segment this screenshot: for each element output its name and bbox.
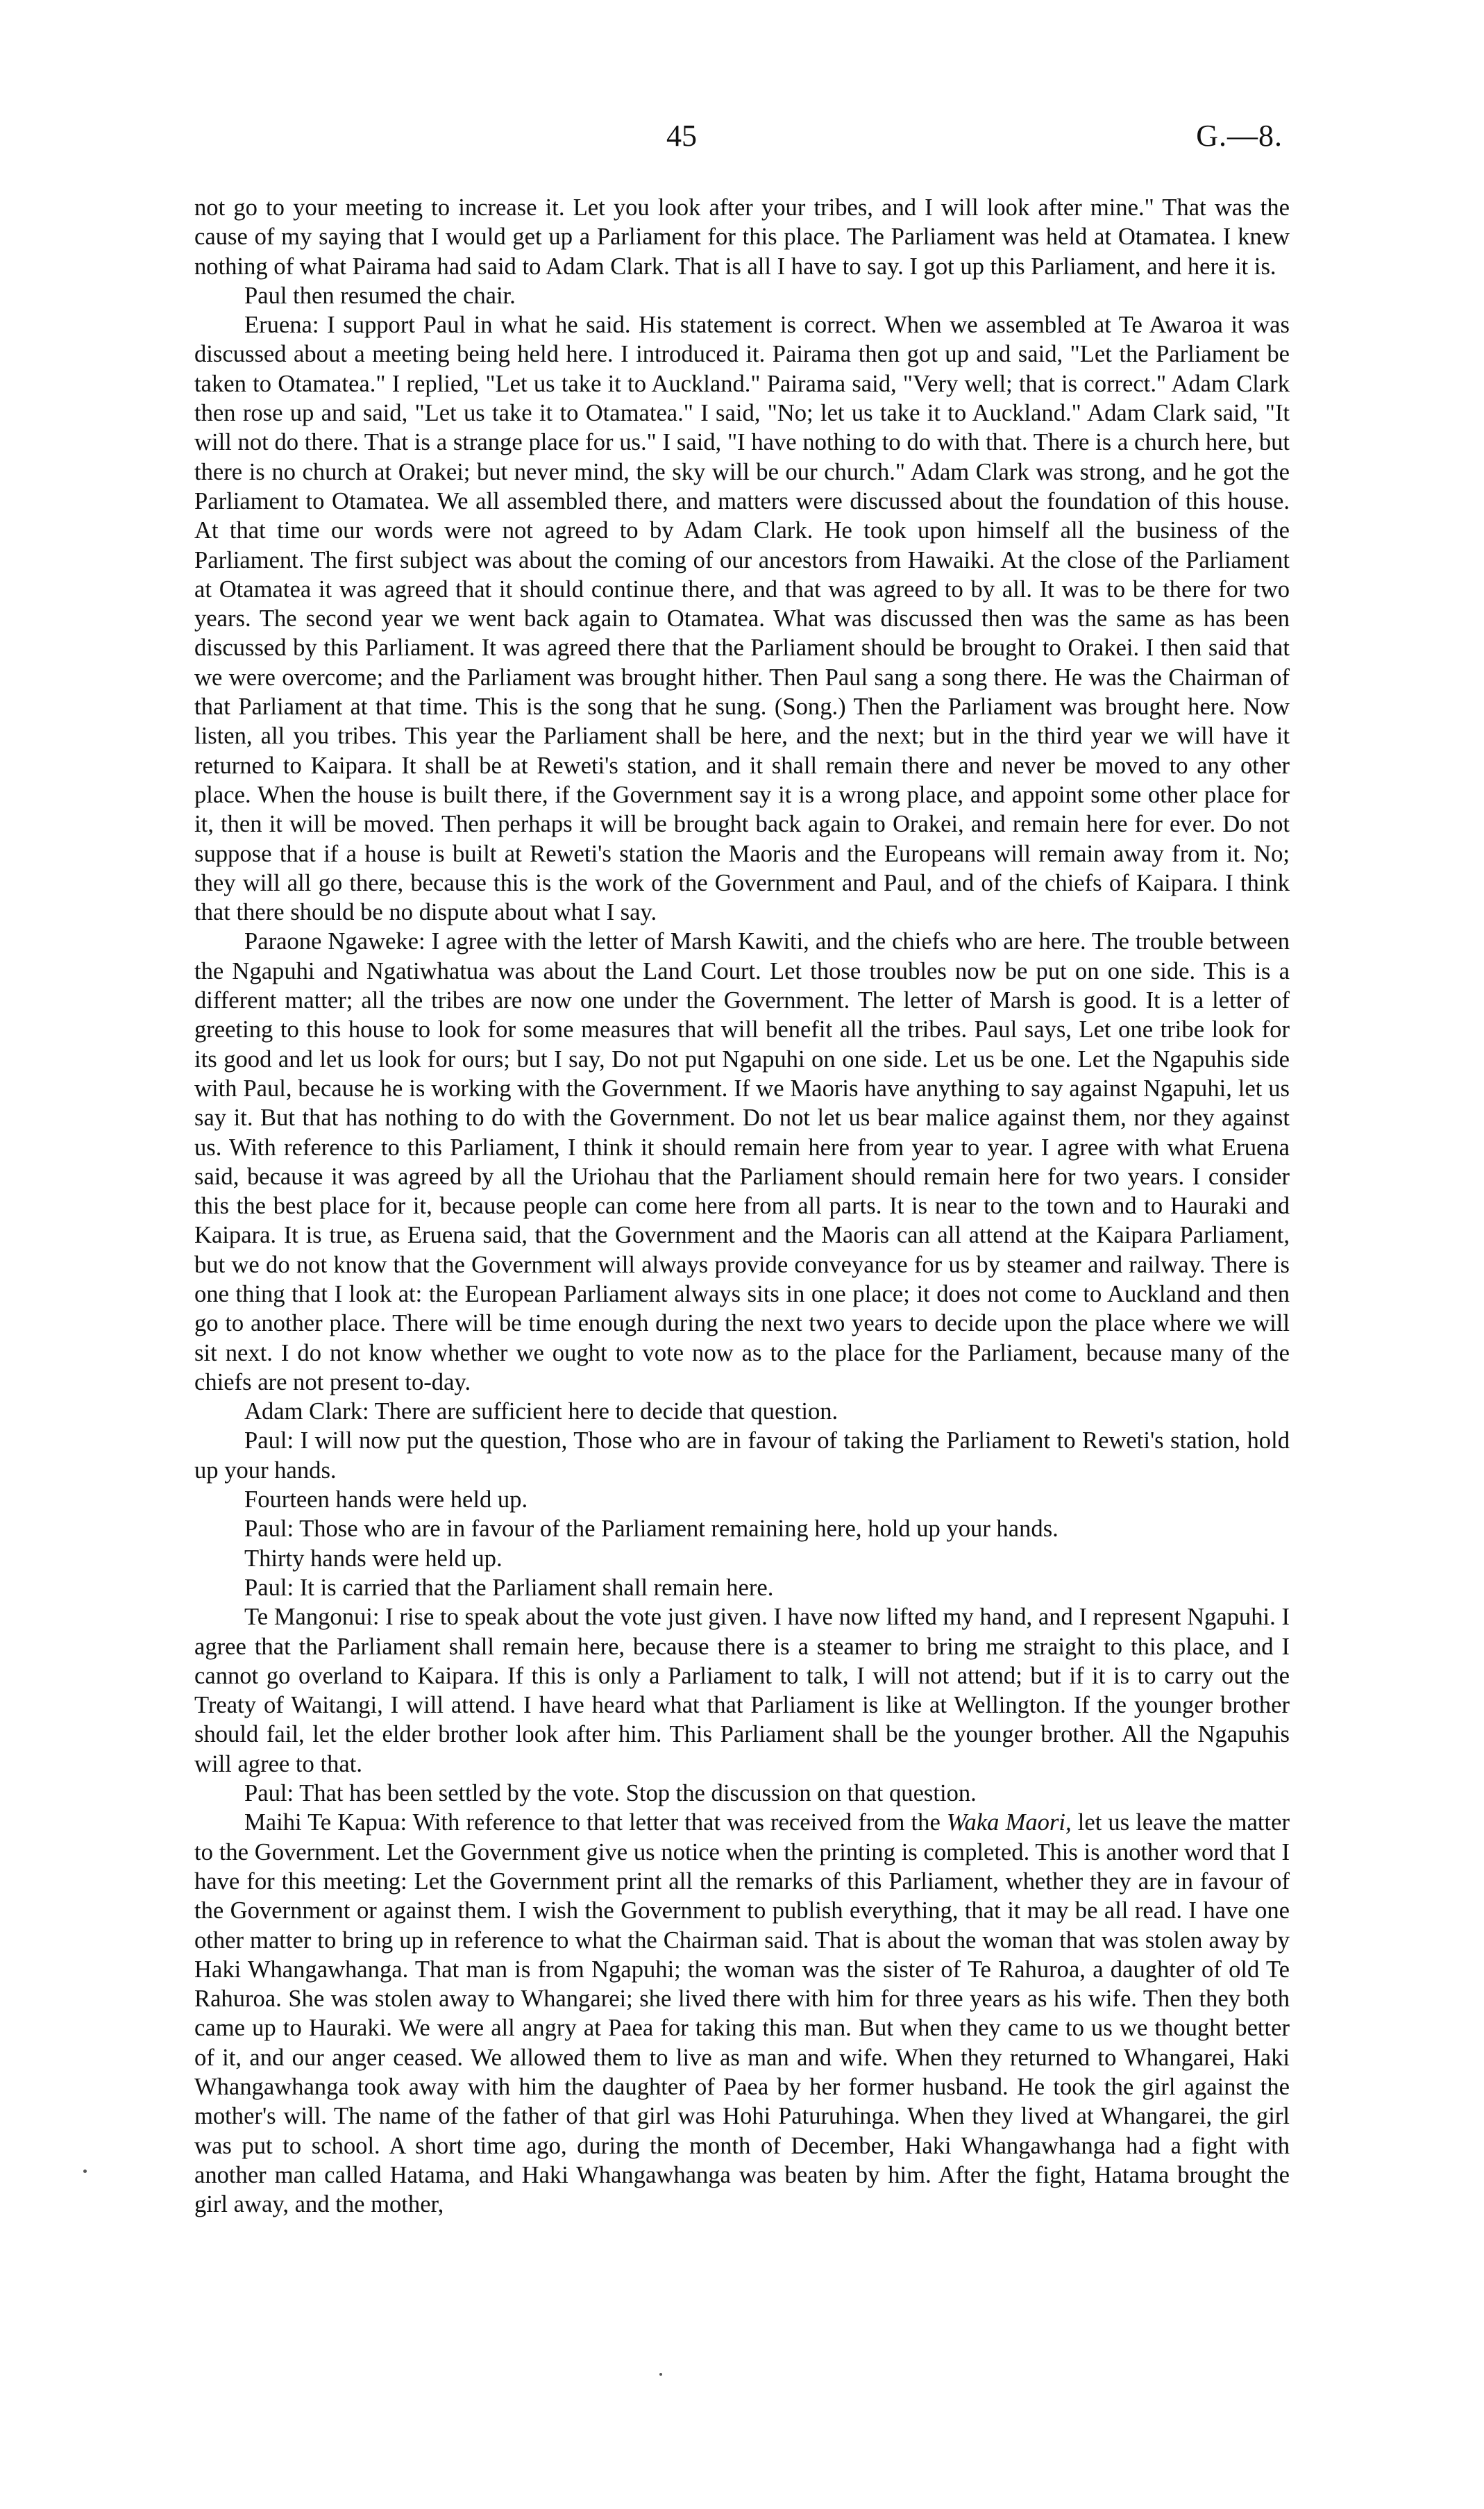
paragraph-te-mangonui: Te Mangonui: I rise to speak about the vote just given. I have now lifted my hand, and I represent Ngapuhi. I agree that the Parliament shall remain here, because there is a steamer to bring me straight to this place, and I cannot go overland to Kaipara. If this is only a Parliament to talk, I will not attend; but if it is to carry out the Treaty of Waitangi, I will attend. I have heard what that Parliament is like at Wellington. If the younger brother should fail, let the elder brother look after him. This Parliament shall be the younger brother. All the Ngapuhis will agree to that. xyxy=(194,1604,1290,1777)
paragraph-adam-clark: Adam Clark: There are sufficient here to decide that question. xyxy=(244,1398,838,1425)
page-number: 45 xyxy=(666,119,697,153)
body-text xyxy=(194,193,1290,2219)
paragraph-vote-thirty: Thirty hands were held up. xyxy=(244,1545,503,1572)
document-reference: G.—8. xyxy=(1196,119,1283,153)
page-header xyxy=(0,118,1484,160)
paragraph-paraone-ngaweke: Paraone Ngaweke: I agree with the letter of Marsh Kawiti, and the chiefs who are here. The trouble between the Ngapuhi and Ngatiwhatua was about the Land Court. Let those troubles now be put on one side. This is a different matter; all the tribes are now one under the Government. The letter of Marsh is good. It is a letter of greeting to this house to look for some measures that will benefit all the tribes. Paul says, Let one tribe look for its good and let us look for ours; but I say, Do not put Ngapuhi on one side. Let us be one. Let the Ngapuhis side with Paul, because he is working with the Government. If we Maoris have anything to say against Ngapuhi, let us say it. But that has nothing to do with the Government. Do not let us bear malice against them, nor they against us. With reference to this Parliament, I think it should remain here from year to year. I agree with what Eruena said, because it was agreed by all the Uriohau that the Parliament should remain here for two years. I consider this the best place for it, because people can come here from all parts. It is near to the town and to Hauraki and Kaipara. It is true, as Eruena said, that the Government and the Maoris can all attend at the Kaipara Parliament, but we do not know that the Government will always provide conveyance for us by steamer and railway. There is one thing that I look at: the European Parliament always sits in one place; it does not come to Auckland and then go to another place. There will be time enough during the next two years to decide upon the place where we will sit next. I do not know whether we ought to vote now as to the place for the Parliament, because many of the chiefs are not present to-day. xyxy=(194,928,1290,1395)
paragraph-paul-question: Paul: I will now put the question, Those who are in favour of taking the Parliament to Reweti's station, hold up your hands. xyxy=(194,1427,1290,1484)
paragraph-text: let us leave the matter to the Government. Let the Government give us notice when the printing is completed. This is another word that I have for this meeting: Let the Government print all the remarks of this Parliament, whether they are in favour of the Government or against them. I wish the Government to publish everything, that it may be all read. I have one other matter to bring up in reference to what the Chairman said. That is about the woman that was stolen away by Haki Whangawhanga. That man is from Ngapuhi; the woman was the sister of Te Rahuroa, a daughter of old Te Rahuroa. She was stolen away to Whangarei; she lived there with him for three years as his wife. Then they both came up to Hauraki. We were all angry at Paea for taking this man. But when they came to us we thought better of it, and our anger ceased. We allowed them to live as man and wife. When they returned to Whangarei, Haki Whangawhanga took away with him the daughter of Paea by her former husband. He took the girl against the mother's will. The name of the father of that girl was Hohi Paturuhinga. When they lived at Whangarei, the girl was put to school. A short time ago, during the month of December, Haki Whangawhanga had a fight with another man called Hatama, and Haki Whangawhanga was beaten by him. After the fight, Hatama brought the girl away, and the mother, xyxy=(194,1809,1290,2218)
paragraph-eruena: Eruena: I support Paul in what he said. His statement is correct. When we assembled at Te Awaroa it was discussed about a meeting being held here. I introduced it. Pairama then got up and said, "Let the Parliament be taken to Otamatea." I replied, "Let us take it to Auckland." Pairama said, "Very well; that is correct." Adam Clark then rose up and said, "Let us take it to Otamatea." I said, "No; let us take it to Auckland." Adam Clark said, "It will not do there. That is a strange place for us." I said, "I have nothing to do with that. There is a church here, but there is no church at Orakei; but never mind, the sky will be our church." Adam Clark was strong, and he got the Parliament to Otamatea. We all assembled there, and matters were discussed about the foundation of this house. At that time our words were not agreed to by Adam Clark. He took upon himself all the business of the Parliament. The first subject was about the coming of our ancestors from Hawaiki. At the close of the Parliament at Otamatea it was agreed that it should continue there, and that was agreed to by all. It was to be there for two years. The second year we went back again to Otamatea. What was discussed then was the same as has been discussed by this Parliament. It was agreed there that the Parliament should be brought to Orakei. I then said that we were overcome; and the Parliament was brought hither. Then Paul sang a song there. He was the Chairman of that Parliament at that time. This is the song that he sung. (Song.) Then the Parliament was brought here. Now listen, all you tribes. This year the Parliament shall be here, and the next; but in the third year we will have it returned to Kaipara. It shall be at Reweti's station, and it shall remain there and never be moved to any other place. When the house is built there, if the Government say it is a wrong place, and appoint some other place for it, then it will be moved. Then perhaps it will be brought back again to Orakei, and remain here for ever. Do not suppose that if a house is built at Reweti's station the Maoris and the Europeans will remain away from it. No; they will all go there, because this is the work of the Government and Paul, and of the chiefs of Kaipara. I think that there should be no dispute about what I say. xyxy=(194,312,1290,926)
margin-mark xyxy=(83,2170,87,2173)
paragraph-paul-remaining: Paul: Those who are in favour of the Parliament remaining here, hold up your hands. xyxy=(244,1516,1059,1543)
paragraph-paul-carried: Paul: It is carried that the Parliament shall remain here. xyxy=(244,1574,774,1601)
paragraph-paul-settled: Paul: That has been settled by the vote. Stop the discussion on that question. xyxy=(244,1780,977,1807)
newspaper-title: Waka Maori, xyxy=(946,1809,1072,1836)
paragraph-text: Maihi Te Kapua: With reference to that letter that was received from the xyxy=(244,1809,947,1836)
paragraph-maihi-te-kapua xyxy=(194,1808,1290,2219)
paragraph-chair-resumed: Paul then resumed the chair. xyxy=(244,282,516,309)
paragraph-continued: not go to your meeting to increase it. Let you look after your tribes, and I will look after mine." That was the cause of my saying that I would get up a Parliament for this place. The Parliament was held at Otamatea. I knew nothing of what Pairama had said to Adam Clark. That is all I have to say. I got up this Parliament, and here it is. xyxy=(194,194,1290,280)
paragraph-vote-fourteen: Fourteen hands were held up. xyxy=(244,1486,528,1513)
margin-mark xyxy=(659,2373,662,2376)
